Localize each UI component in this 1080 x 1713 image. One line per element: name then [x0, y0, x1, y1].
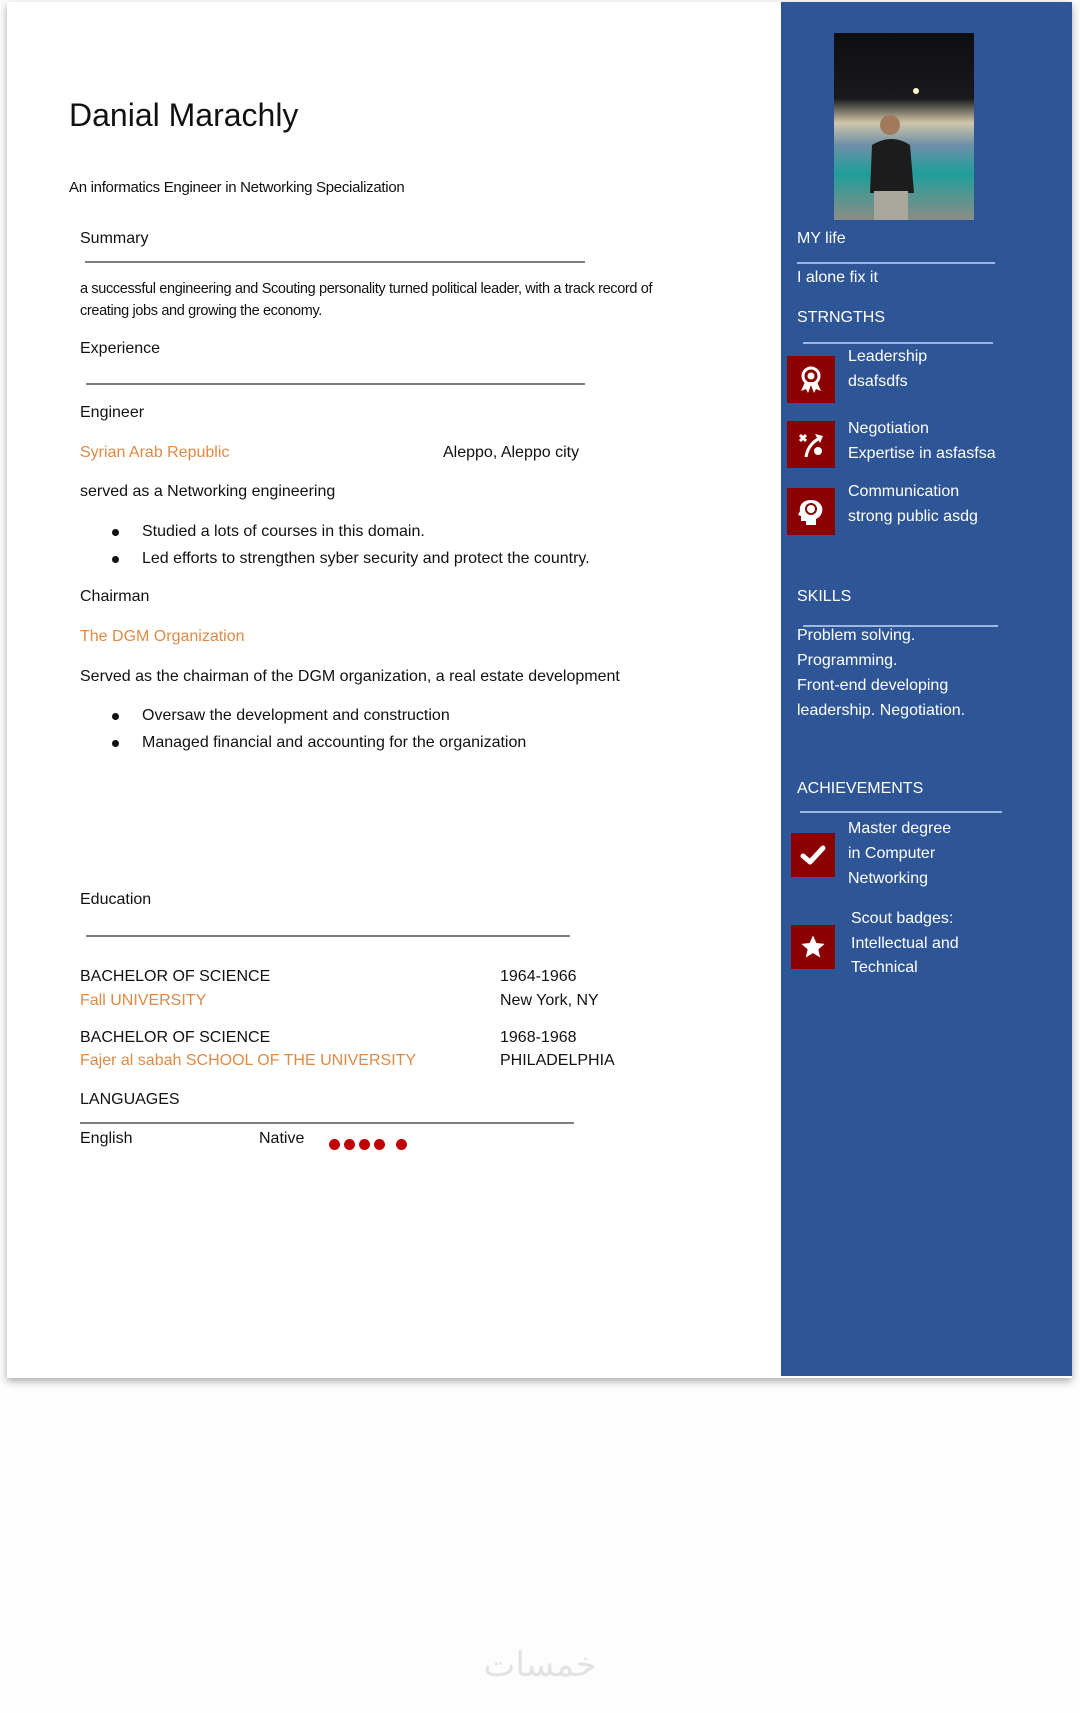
checkmark-icon: [791, 833, 835, 877]
bullet-icon: [112, 713, 119, 720]
job-bullet: Oversaw the development and construction: [142, 707, 450, 724]
education-place: New York, NY: [500, 992, 599, 1009]
head-brain-icon: [787, 488, 835, 535]
rating-dot: [329, 1139, 340, 1150]
school: Fajer al sabah SCHOOL OF THE UNIVERSITY: [80, 1052, 417, 1069]
school: Fall UNIVERSITY: [80, 992, 207, 1009]
divider: [803, 342, 993, 344]
strength-detail: Expertise in asfasfsa: [848, 445, 996, 462]
job-bullet: Studied a lots of courses in this domain.: [142, 523, 425, 540]
job-bullet: Managed financial and accounting for the organization: [142, 734, 527, 751]
tagline: An informatics Engineer in Networking Specialization: [69, 179, 405, 196]
divider: [800, 811, 1002, 813]
skill-item: Problem solving.: [797, 627, 916, 644]
rating-dot: [344, 1139, 355, 1150]
strength-title: Negotiation: [848, 420, 929, 437]
education-years: 1968-1968: [500, 1029, 577, 1046]
divider: [86, 383, 585, 385]
job-organization: The DGM Organization: [80, 628, 245, 645]
achievement-text: Scout badges:: [851, 910, 954, 927]
job-location: Aleppo, Aleppo city: [443, 444, 580, 461]
mylife-heading: MY life: [797, 230, 846, 247]
job-organization: Syrian Arab Republic: [80, 444, 230, 461]
divider: [797, 262, 995, 264]
strength-detail: dsafsdfs: [848, 373, 908, 390]
divider: [86, 935, 570, 937]
rating-dot: [359, 1139, 370, 1150]
job-description: Served as the chairman of the DGM organization, a real estate development: [80, 668, 620, 685]
achievements-heading: ACHIEVEMENTS: [797, 780, 924, 797]
bullet-icon: [112, 529, 119, 536]
skill-item: Programming.: [797, 652, 898, 669]
job-title: Chairman: [80, 588, 150, 605]
achievement-text: Networking: [848, 870, 929, 887]
education-years: 1964-1966: [500, 968, 577, 985]
achievement-text: Master degree: [848, 820, 952, 837]
education-place: PHILADELPHIA: [500, 1052, 615, 1069]
achievement-text: Intellectual and: [851, 935, 959, 952]
candidate-name: Danial Marachly: [69, 97, 299, 133]
rating-dot: [374, 1139, 385, 1150]
achievement-text: Technical: [851, 959, 918, 976]
education-heading: Education: [80, 891, 152, 908]
watermark-logo: خمسات: [483, 1646, 597, 1684]
divider: [85, 261, 585, 263]
mylife-text: I alone fix it: [797, 269, 878, 286]
degree: BACHELOR OF SCIENCE: [80, 1029, 271, 1046]
divider: [80, 1122, 574, 1124]
rating-dot: [396, 1139, 407, 1150]
experience-heading: Experience: [80, 340, 161, 357]
job-description: served as a Networking engineering: [80, 483, 336, 500]
skills-heading: SKILLS: [797, 588, 852, 605]
strategy-arrow-icon: [787, 421, 835, 468]
strength-title: Leadership: [848, 348, 928, 365]
skill-item: Front-end developing: [797, 677, 949, 694]
job-bullet: Led efforts to strengthen syber security and protect the country.: [142, 550, 590, 567]
summary-text: creating jobs and growing the economy.: [80, 303, 322, 319]
degree: BACHELOR OF SCIENCE: [80, 968, 271, 985]
job-title: Engineer: [80, 404, 145, 421]
bullet-icon: [112, 556, 119, 563]
achievement-text: in Computer: [848, 845, 936, 862]
profile-photo: [834, 33, 974, 220]
skill-item: leadership. Negotiation.: [797, 702, 966, 719]
strength-detail: strong public asdg: [848, 508, 978, 525]
summary-text: a successful engineering and Scouting personality turned political leader, with a track record of: [80, 281, 653, 297]
language-level: Native: [259, 1130, 305, 1147]
summary-heading: Summary: [80, 230, 149, 247]
strength-title: Communication: [848, 483, 960, 500]
star-icon: [791, 925, 835, 969]
bullet-icon: [112, 740, 119, 747]
strengths-heading: STRNGTHS: [797, 309, 885, 326]
language-name: English: [80, 1130, 133, 1147]
award-ribbon-icon: [787, 356, 835, 403]
languages-heading: LANGUAGES: [80, 1091, 180, 1108]
